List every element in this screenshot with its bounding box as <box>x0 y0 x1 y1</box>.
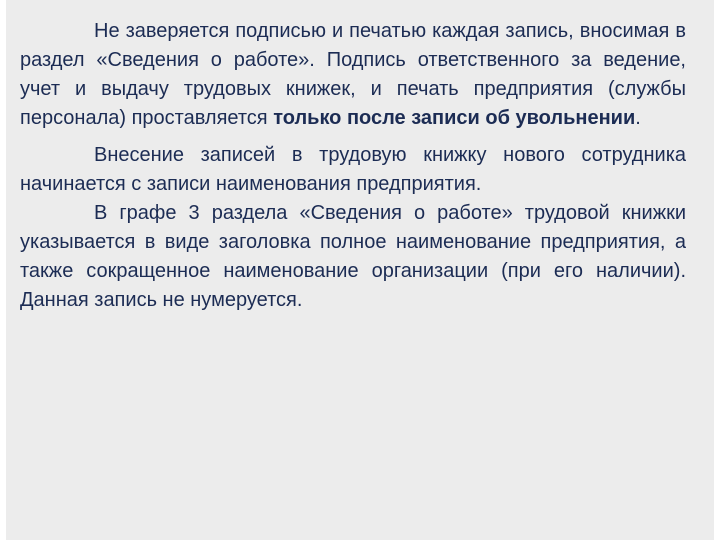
paragraph-first-entry: Внесение записей в трудовую книжку нового сотрудника начинается с записи наименования предприятия. <box>20 144 686 195</box>
slide-right-edge <box>714 0 720 540</box>
paragraph-1-text: Не заверяется подписью и печатью каждая запись, вносимая в раздел «Сведения о работе». Подпись ответственного за ведение, учет и выдачу трудовых книжек, и печать предприятия (службы персонала) проставляется <box>20 20 686 129</box>
body-text <box>20 17 686 315</box>
paragraph-1-emphasis: только после записи об увольнении <box>273 107 636 129</box>
paragraph-column-3: В графе 3 раздела «Сведения о работе» трудовой книжки указывается в виде заголовка полное наименование предприятия, а также сокращенное наименование организации (при его наличии). Данная запись не нумеруется. <box>20 202 686 311</box>
paragraph-signature-rule <box>20 17 686 133</box>
slide-left-edge <box>0 0 6 540</box>
paragraph-1-end: . <box>635 107 641 129</box>
